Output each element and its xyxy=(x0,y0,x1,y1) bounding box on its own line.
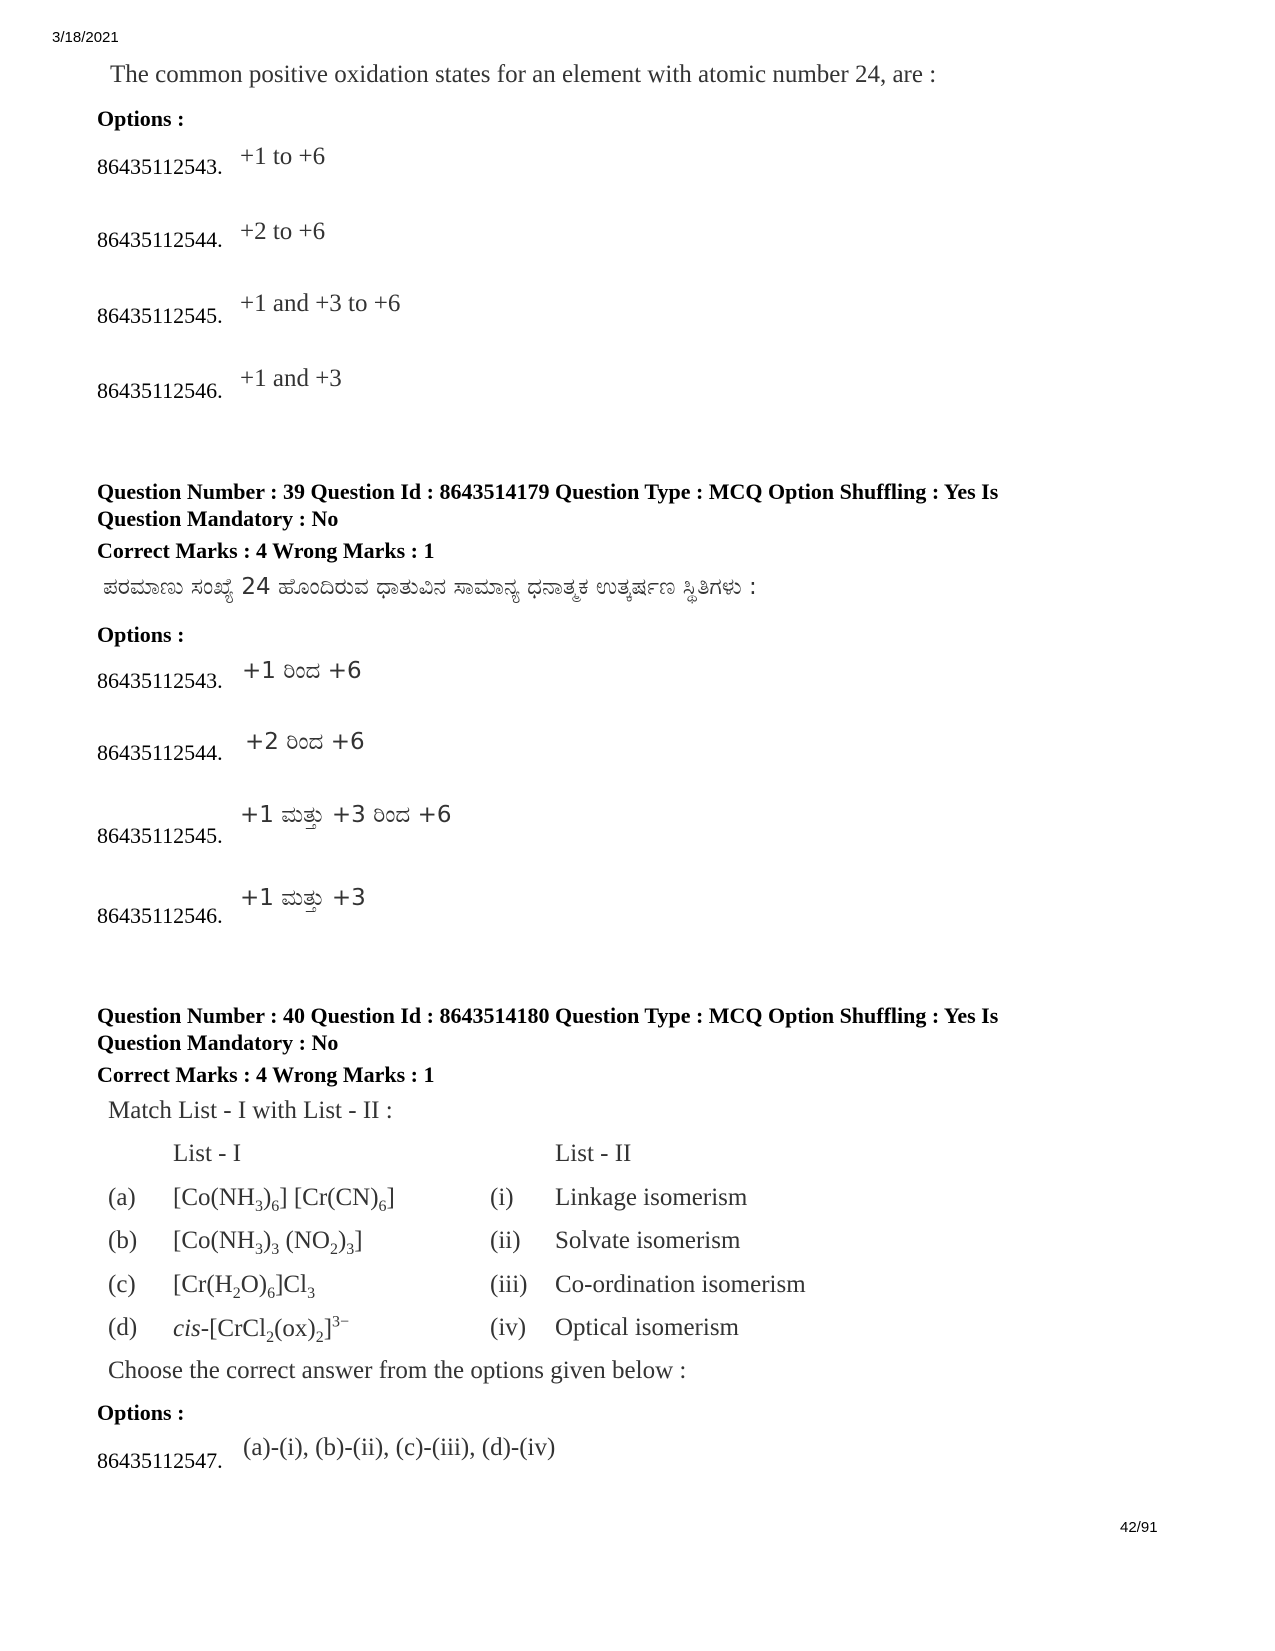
q39-option-id: 86435112546. xyxy=(97,903,223,928)
q40-marks: Correct Marks : 4 Wrong Marks : 1 xyxy=(97,1062,435,1087)
q40-option-value: (a)-(i), (b)-(ii), (c)-(iii), (d)-(iv) xyxy=(243,1434,556,1461)
q39-option-id: 86435112544. xyxy=(97,740,223,765)
q38-option-id: 86435112546. xyxy=(97,378,223,403)
list-1-header: List - I xyxy=(173,1140,242,1167)
question-39-text: ಪರಮಾಣು ಸಂಖ್ಯೆ 24 ಹೊಂದಿರುವ ಧಾತುವಿನ ಸಾಮಾನ್ಯ ಧನಾತ್ಮಕ ಉತ್ಕರ್ಷಣ ಸ್ಥಿತಿಗಳು : xyxy=(103,574,757,600)
q39-marks: Correct Marks : 4 Wrong Marks : 1 xyxy=(97,538,435,563)
print-date: 3/18/2021 xyxy=(52,29,119,46)
list-1-compound-a xyxy=(173,1184,395,1216)
page-number: 42/91 xyxy=(1120,1519,1158,1536)
compound-d-formula: cis-$[CrCl_2(ox)_2]^{3-}$ xyxy=(173,1314,350,1347)
list-1-key: (d) xyxy=(108,1314,138,1341)
list-1-compound-c xyxy=(173,1271,315,1303)
q40-header-line2: Question Mandatory : No xyxy=(97,1030,339,1055)
compound-a-formula: $[Co(NH_3)_6]$ $[Cr(CN)_6]$ xyxy=(173,1184,395,1215)
q38-option-value: +1 and +3 xyxy=(240,365,342,392)
q38-option-id: 86435112544. xyxy=(97,227,223,252)
q38-option-value: +1 and +3 to +6 xyxy=(240,290,401,317)
list-2-isomerism: Linkage isomerism xyxy=(555,1184,748,1211)
q40-header-line1: Question Number : 40 Question Id : 8643514180 Question Type : MCQ Option Shuffling : Yes Is xyxy=(97,1003,999,1028)
q39-option-value: +1 ಮತ್ತು +3 xyxy=(240,885,366,911)
list-1-key: (a) xyxy=(108,1184,136,1211)
q40-instruction: Match List - I with List - II : xyxy=(108,1097,393,1124)
list-1-key: (b) xyxy=(108,1227,138,1254)
list-2-isomerism: Co-ordination isomerism xyxy=(555,1271,806,1298)
q40-option-id: 86435112547. xyxy=(97,1448,223,1473)
q39-header-line1: Question Number : 39 Question Id : 8643514179 Question Type : MCQ Option Shuffling : Yes Is xyxy=(97,479,999,504)
list-1-compound-b xyxy=(173,1227,363,1259)
list-2-num: (i) xyxy=(490,1184,514,1211)
list-2-isomerism: Solvate isomerism xyxy=(555,1227,741,1254)
list-2-num: (ii) xyxy=(490,1227,521,1254)
q39-option-id: 86435112545. xyxy=(97,823,223,848)
list-1-compound-d xyxy=(173,1314,349,1347)
q40-choose-text: Choose the correct answer from the options given below : xyxy=(108,1357,687,1384)
list-2-num: (iii) xyxy=(490,1271,528,1298)
q39-option-id: 86435112543. xyxy=(97,668,223,693)
list-2-isomerism: Optical isomerism xyxy=(555,1314,739,1341)
list-2-num: (iv) xyxy=(490,1314,527,1341)
list-1-key: (c) xyxy=(108,1271,136,1298)
compound-b-formula: [$Co(NH_3)_3$ $(NO_2)_3$] xyxy=(173,1227,363,1258)
q39-option-value: +1 ಮತ್ತು +3 ರಿಂದ +6 xyxy=(240,802,452,828)
q39-option-value: +1 ರಿಂದ +6 xyxy=(242,658,362,684)
q39-option-value: +2 ರಿಂದ +6 xyxy=(245,729,365,755)
list-2-header: List - II xyxy=(555,1140,632,1167)
q39-options-label: Options : xyxy=(97,622,185,647)
q40-options-label: Options : xyxy=(97,1400,185,1425)
compound-c-formula: $[Cr(H_2O)_6]Cl_3$ xyxy=(173,1271,316,1302)
q39-header-line2: Question Mandatory : No xyxy=(97,506,339,531)
q38-option-value: +2 to +6 xyxy=(240,218,326,245)
q38-option-value: +1 to +6 xyxy=(240,143,326,170)
q38-option-id: 86435112545. xyxy=(97,303,223,328)
q38-options-label: Options : xyxy=(97,106,185,131)
question-38-text: The common positive oxidation states for an element with atomic number 24, are : xyxy=(110,61,937,88)
q38-option-id: 86435112543. xyxy=(97,154,223,179)
